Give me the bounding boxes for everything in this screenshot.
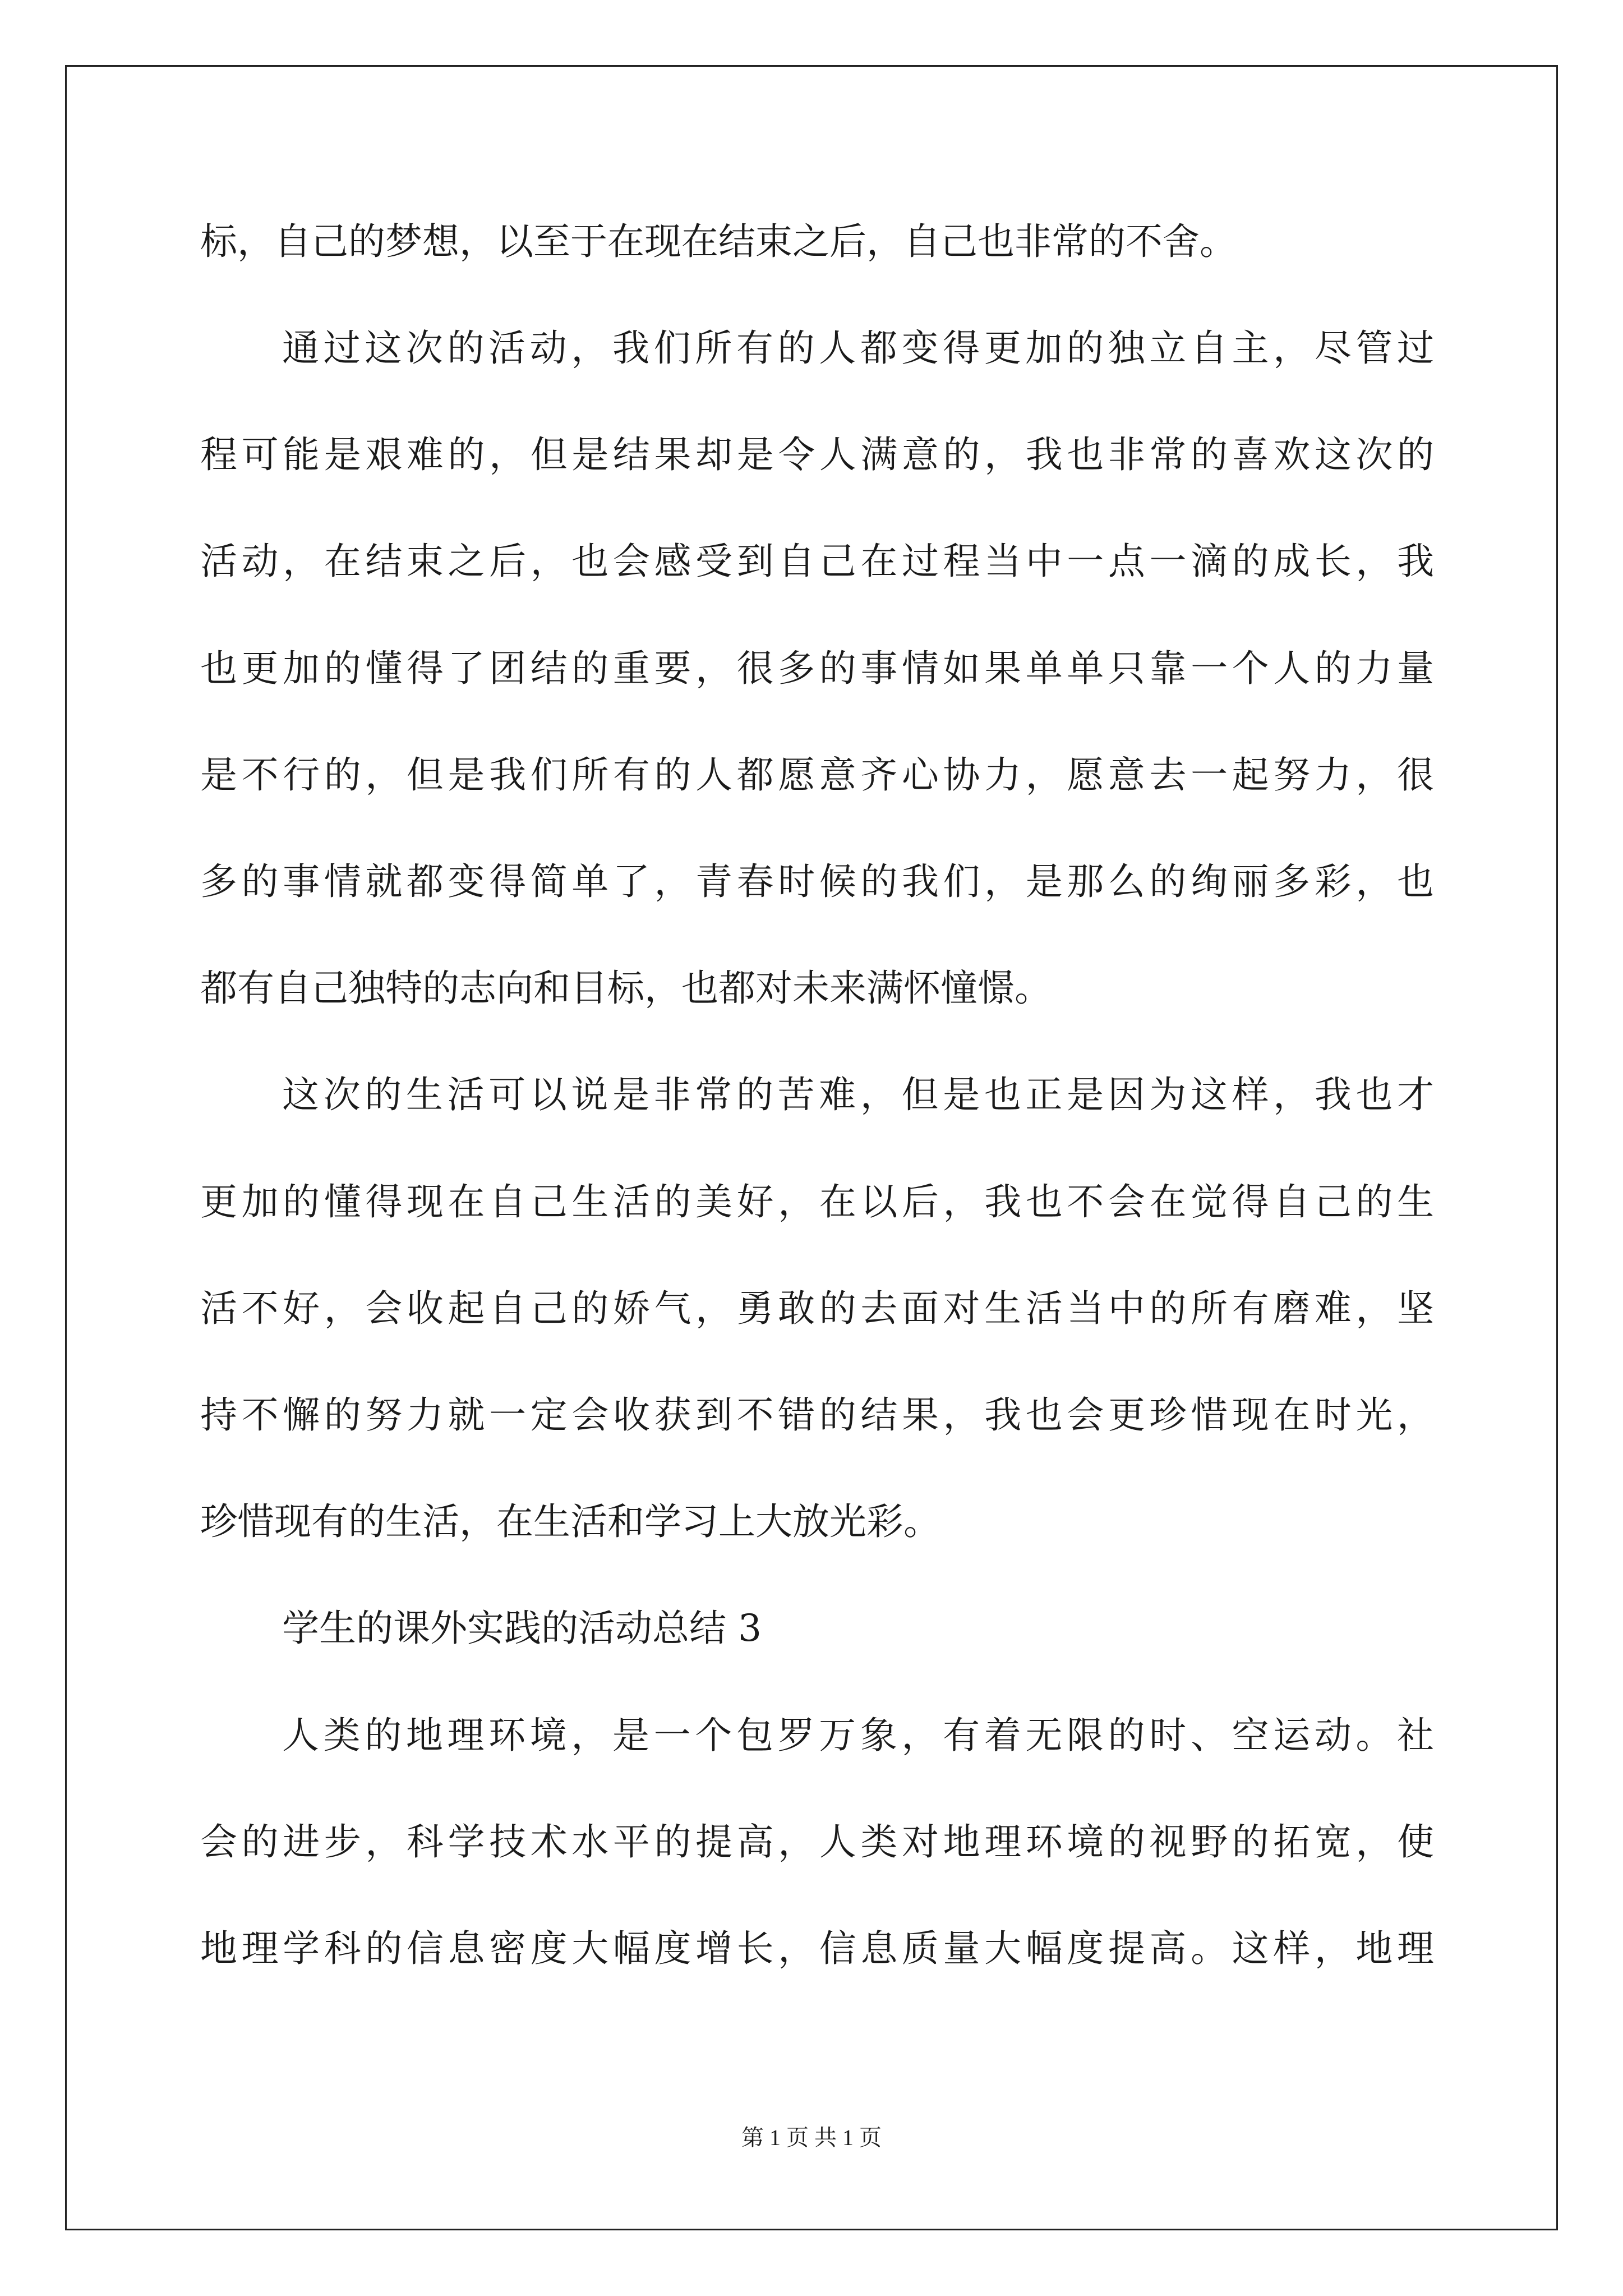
page-footer: 第 1 页 共 1 页 [741,2125,882,2150]
paragraph-line: 都有自己独特的志向和目标，也都对未来满怀憧憬。 [200,967,1052,1010]
paragraph-line: 程可能是艰难的，但是结果却是令人满意的，我也非常的喜欢这次的 [200,433,1434,476]
paragraph-line: 活不好，会收起自己的娇气，勇敢的去面对生活当中的所有磨难，坚 [200,1287,1434,1330]
paragraph-line: 更加的懂得现在自己生活的美好，在以后，我也不会在觉得自己的生 [200,1180,1434,1223]
paragraph-line: 会的进步，科学技术水平的提高，人类对地理环境的视野的拓宽，使 [200,1820,1434,1864]
paragraph-line: 这次的生活可以说是非常的苦难，但是也正是因为这样，我也才 [282,1073,1434,1116]
paragraph-line: 活动，在结束之后，也会感受到自己在过程当中一点一滴的成长，我 [200,540,1434,583]
paragraph-line: 标，自己的梦想，以至于在现在结束之后，自己也非常的不舍。 [200,220,1237,263]
page-border [65,65,1558,2230]
paragraph-line: 持不懈的努力就一定会收获到不错的结果，我也会更珍惜现在时光， [200,1393,1434,1437]
paragraph-line: 人类的地理环境，是一个包罗万象，有着无限的时、空运动。社 [282,1714,1434,1757]
section-heading: 学生的课外实践的活动总结 3 [282,1607,762,1650]
paragraph-line: 通过这次的活动，我们所有的人都变得更加的独立自主，尽管过 [282,326,1434,370]
paragraph-line: 珍惜现有的生活，在生活和学习上大放光彩。 [200,1500,940,1543]
paragraph-line: 多的事情就都变得简单了，青春时候的我们，是那么的绚丽多彩，也 [200,860,1434,903]
paragraph-line: 也更加的懂得了团结的重要，很多的事情如果单单只靠一个人的力量 [200,647,1434,690]
paragraph-line: 是不行的，但是我们所有的人都愿意齐心协力，愿意去一起努力，很 [200,753,1434,797]
paragraph-line: 地理学科的信息密度大幅度增长，信息质量大幅度提高。这样，地理 [200,1927,1434,1970]
